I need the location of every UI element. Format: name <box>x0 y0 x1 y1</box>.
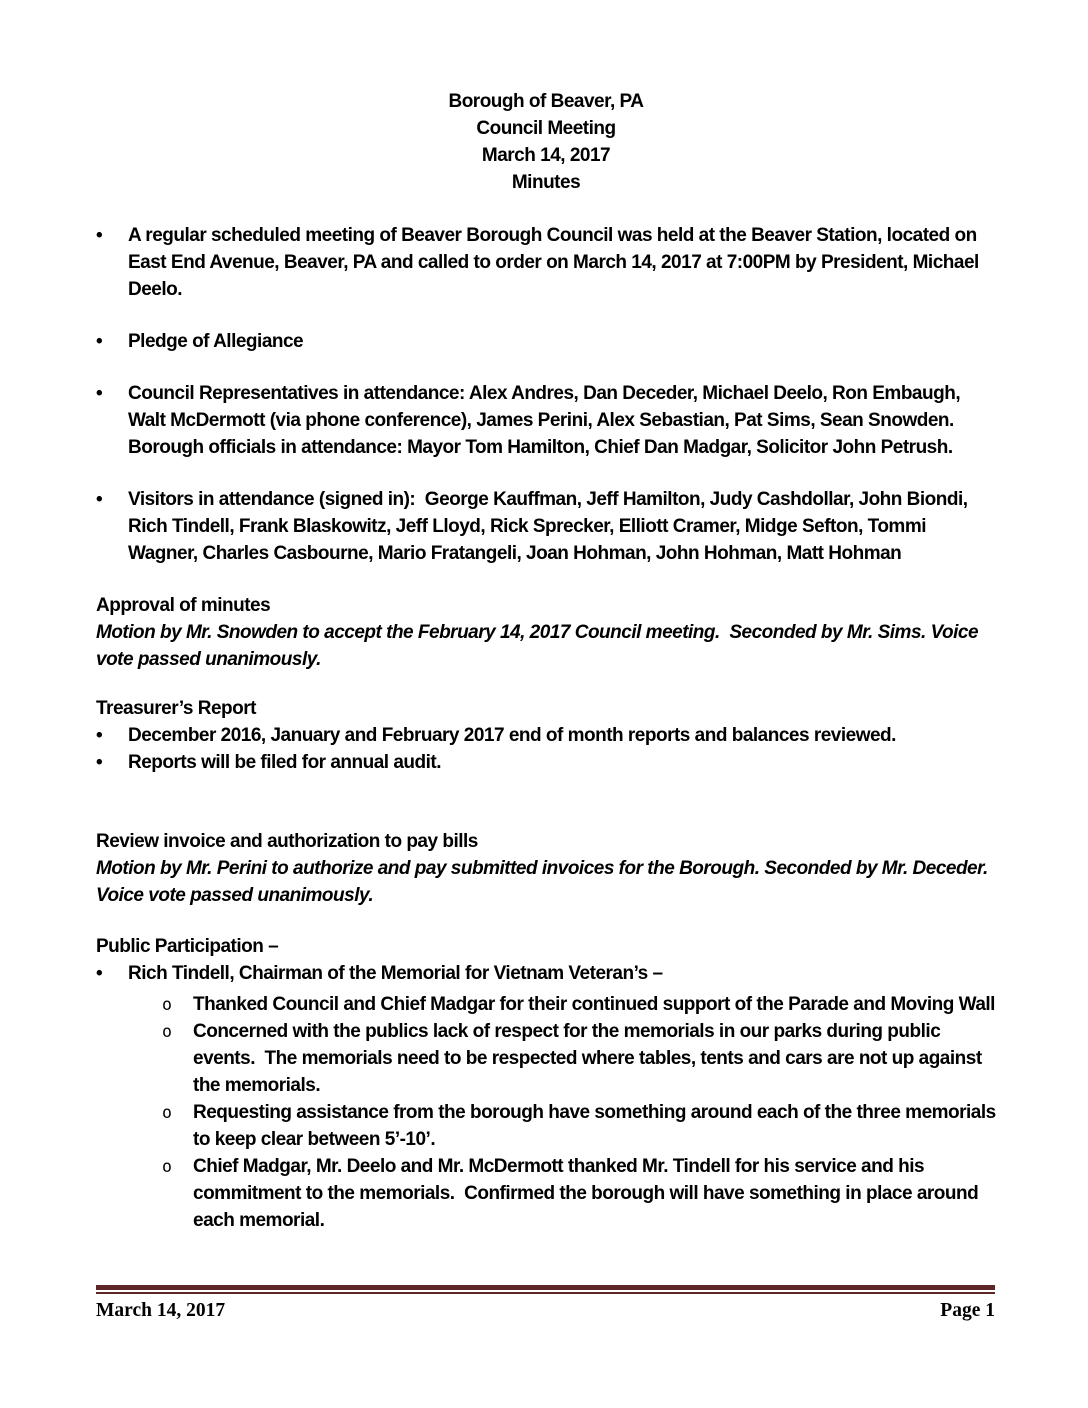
bullet-marker: • <box>96 489 103 510</box>
section-review-invoices <box>96 828 996 909</box>
doc-title: Borough of Beaver, PA <box>448 91 644 112</box>
bullet-text: December 2016, January and February 2017 end of month reports and balances reviewed. <box>128 725 896 746</box>
section-heading: Approval of minutes <box>96 595 271 616</box>
motion-text: Motion by Mr. Perini to authorize and pay submitted invoices for the Borough. Seconded by Mr. Deceder. Voice vote passed unanimously. <box>96 858 993 906</box>
bullet-text: Rich Tindell, Chairman of the Memorial for Vietnam Veteran’s – <box>128 963 663 984</box>
attendance-list <box>96 222 996 567</box>
section-heading: Treasurer’s Report <box>96 698 256 719</box>
doc-type: Minutes <box>511 172 581 193</box>
footer-row <box>96 1299 995 1323</box>
section-heading: Public Participation – <box>96 936 279 957</box>
list-item-rich-tindell <box>96 960 996 987</box>
bullet-marker: • <box>96 331 103 352</box>
page-footer <box>96 1285 995 1323</box>
bullet-text: Visitors in attendance (signed in): George Kauffman, Jeff Hamilton, Judy Cashdollar, John Biondi, Rich Tindell, Frank Blaskowitz, Jeff Lloyd, Rick Sprecker, Elliott Cramer, Midge Sefton, Tommi Wagner, Charles Casbourne, Mario Fratangeli, Joan Hohman, John Hohman, Matt Hohman <box>128 489 973 564</box>
sub-list-item-concern <box>162 1018 996 1099</box>
sub-list-item-response <box>162 1153 996 1234</box>
doc-date: March 14, 2017 <box>481 145 611 166</box>
sub-bullet-marker: o <box>162 1157 172 1176</box>
bullet-marker: • <box>96 383 103 404</box>
sub-bullet-text: Concerned with the publics lack of respect for the memorials in our parks during public events. The memorials need to be respected where tables, tents and cars are not up against the memorials. <box>193 1021 987 1096</box>
bullet-text: Pledge of Allegiance <box>128 331 304 352</box>
bullet-text: A regular scheduled meeting of Beaver Borough Council was held at the Beaver Station, located on East End Avenue, Beaver, PA and called to order on March 14, 2017 at 7:00PM by President, Michael Deelo. <box>128 225 984 300</box>
list-item-visitors <box>96 486 996 567</box>
sub-list-item-request <box>162 1099 1001 1153</box>
list-item-council-representatives <box>96 380 996 461</box>
list-item-meeting-call <box>96 222 996 303</box>
section-public-participation <box>96 933 1001 1234</box>
sub-bullet-marker: o <box>162 995 172 1014</box>
footer-rule-thin <box>96 1292 995 1294</box>
document-header <box>96 88 996 196</box>
sub-bullet-text: Chief Madgar, Mr. Deelo and Mr. McDermott thanked Mr. Tindell for his service and his commitment to the memorials. Confirmed the borough will have something in place around each memorial. <box>193 1156 983 1231</box>
footer-page-number: Page 1 <box>940 1300 995 1321</box>
bullet-marker: • <box>96 225 103 246</box>
sub-bullet-text: Requesting assistance from the borough have something around each of the three memorials to keep clear between 5’-10’. <box>193 1102 1001 1150</box>
treasurer-list <box>96 722 996 776</box>
document-content <box>96 88 1001 1234</box>
bullet-marker: • <box>96 963 103 984</box>
bullet-text: Reports will be filed for annual audit. <box>128 752 442 773</box>
bullet-marker: • <box>96 752 103 773</box>
public-participation-sublist <box>96 991 1001 1234</box>
list-item-reports-reviewed <box>96 722 996 749</box>
sub-bullet-marker: o <box>162 1103 172 1122</box>
footer-rule-thick <box>96 1285 995 1290</box>
motion-text: Motion by Mr. Snowden to accept the February 14, 2017 Council meeting. Seconded by Mr. Sims. Voice vote passed unanimously. <box>96 622 983 670</box>
doc-subtitle: Council Meeting <box>476 118 616 139</box>
section-treasurers-report <box>96 695 996 776</box>
bullet-text: Council Representatives in attendance: Alex Andres, Dan Deceder, Michael Deelo, Ron Embaugh, Walt McDermott (via phone conference), James Perini, Alex Sebastian, Pat Sims, Sean Snowden. Borough officials in attendance: Mayor Tom Hamilton, Chief Dan Madgar, Solicitor John Petrush. <box>128 383 965 458</box>
section-heading: Review invoice and authorization to pay bills <box>96 831 478 852</box>
section-approval-of-minutes <box>96 592 996 673</box>
list-item-pledge <box>96 328 996 355</box>
sub-bullet-text: Thanked Council and Chief Madgar for their continued support of the Parade and Moving Wall <box>193 994 995 1015</box>
footer-date: March 14, 2017 <box>96 1300 226 1321</box>
bullet-marker: • <box>96 725 103 746</box>
list-item-annual-audit <box>96 749 996 776</box>
sub-list-item-thanks <box>162 991 996 1018</box>
sub-bullet-marker: o <box>162 1022 172 1041</box>
